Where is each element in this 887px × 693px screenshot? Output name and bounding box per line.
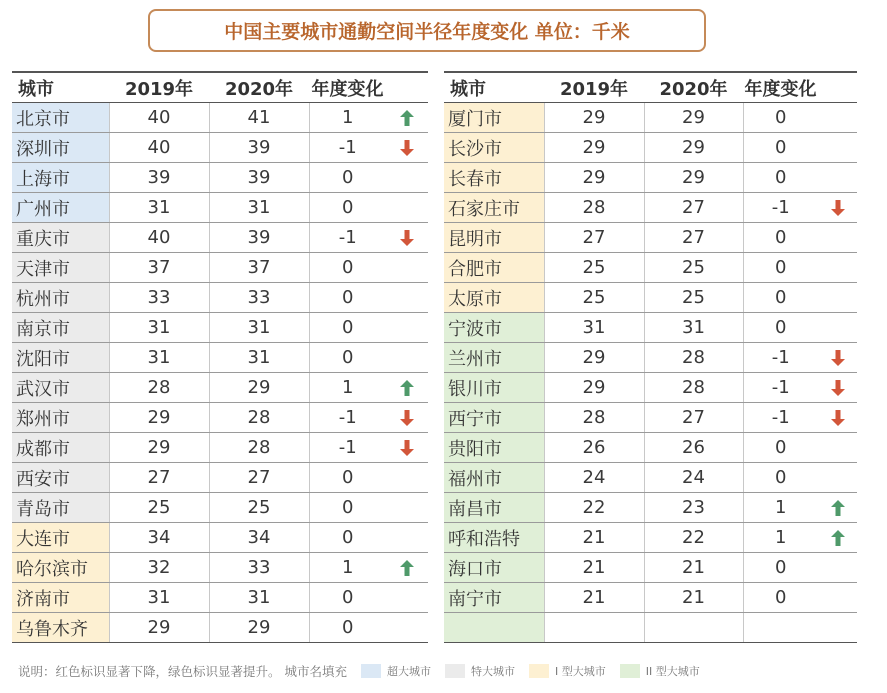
change-cell: 1 bbox=[743, 493, 818, 523]
value-2020-cell: 29 bbox=[209, 373, 309, 403]
value-2020-cell: 21 bbox=[644, 553, 743, 583]
value-2019-cell: 26 bbox=[544, 433, 644, 463]
legend-label: I 型大城市 bbox=[554, 665, 606, 678]
change-cell bbox=[743, 613, 818, 643]
legend-swatch bbox=[620, 664, 640, 678]
change-cell: 0 bbox=[743, 283, 818, 313]
table-right bbox=[444, 71, 857, 643]
value-2020-cell: 29 bbox=[209, 613, 309, 643]
value-2019-cell: 25 bbox=[544, 253, 644, 283]
change-cell: 0 bbox=[743, 313, 818, 343]
value-2020-cell: 28 bbox=[209, 403, 309, 433]
arrow-up-icon bbox=[830, 499, 846, 517]
trend-cell bbox=[818, 463, 857, 493]
legend-swatch bbox=[529, 664, 549, 678]
city-cell: 天津市 bbox=[12, 253, 109, 283]
trend-cell bbox=[386, 463, 428, 493]
change-cell: 0 bbox=[743, 223, 818, 253]
trend-cell bbox=[818, 283, 857, 313]
trend-cell bbox=[818, 373, 857, 403]
value-2019-cell: 29 bbox=[544, 133, 644, 163]
value-2020-cell: 29 bbox=[644, 163, 743, 193]
header-2019: 2019年 bbox=[544, 72, 644, 103]
arrow-up-icon bbox=[399, 559, 415, 577]
legend-swatch bbox=[445, 664, 465, 678]
trend-cell bbox=[386, 133, 428, 163]
change-cell: 0 bbox=[309, 613, 386, 643]
change-cell: 0 bbox=[743, 163, 818, 193]
trend-cell bbox=[818, 583, 857, 613]
trend-cell bbox=[386, 223, 428, 253]
change-cell: 1 bbox=[743, 523, 818, 553]
value-2019-cell: 33 bbox=[109, 283, 209, 313]
header-change: 年度变化 bbox=[309, 72, 386, 103]
value-2019-cell: 27 bbox=[544, 223, 644, 253]
trend-cell bbox=[818, 253, 857, 283]
change-cell: -1 bbox=[743, 193, 818, 223]
city-cell: 武汉市 bbox=[12, 373, 109, 403]
trend-cell bbox=[818, 223, 857, 253]
legend-label: II 型大城市 bbox=[645, 665, 700, 678]
table-row bbox=[12, 613, 428, 643]
value-2019-cell: 39 bbox=[109, 163, 209, 193]
value-2020-cell bbox=[644, 613, 743, 643]
city-cell: 郑州市 bbox=[12, 403, 109, 433]
table-row bbox=[12, 163, 428, 193]
legend-mega bbox=[445, 663, 515, 679]
table-row bbox=[444, 313, 857, 343]
change-cell: 0 bbox=[309, 493, 386, 523]
city-cell: 重庆市 bbox=[12, 223, 109, 253]
table-row bbox=[12, 523, 428, 553]
value-2020-cell: 27 bbox=[644, 403, 743, 433]
value-2019-cell: 29 bbox=[544, 343, 644, 373]
table-row bbox=[444, 553, 857, 583]
header-2020: 2020年 bbox=[644, 72, 743, 103]
change-cell: 1 bbox=[309, 373, 386, 403]
trend-cell bbox=[818, 133, 857, 163]
arrow-down-icon bbox=[399, 439, 415, 457]
value-2019-cell: 21 bbox=[544, 553, 644, 583]
trend-cell bbox=[818, 493, 857, 523]
change-cell: -1 bbox=[309, 433, 386, 463]
change-cell: 0 bbox=[309, 523, 386, 553]
value-2019-cell: 21 bbox=[544, 523, 644, 553]
city-cell: 合肥市 bbox=[444, 253, 544, 283]
legend-label: 特大城市 bbox=[470, 665, 515, 678]
value-2020-cell: 34 bbox=[209, 523, 309, 553]
value-2019-cell: 40 bbox=[109, 103, 209, 133]
arrow-down-icon bbox=[830, 349, 846, 367]
trend-cell bbox=[386, 373, 428, 403]
trend-cell bbox=[818, 613, 857, 643]
city-cell: 银川市 bbox=[444, 373, 544, 403]
city-cell: 太原市 bbox=[444, 283, 544, 313]
city-cell: 济南市 bbox=[12, 583, 109, 613]
value-2020-cell: 39 bbox=[209, 133, 309, 163]
table-row bbox=[12, 103, 428, 133]
city-cell: 北京市 bbox=[12, 103, 109, 133]
city-cell: 杭州市 bbox=[12, 283, 109, 313]
table-row bbox=[444, 283, 857, 313]
trend-cell bbox=[386, 523, 428, 553]
table-row bbox=[444, 373, 857, 403]
change-cell: 0 bbox=[309, 583, 386, 613]
value-2020-cell: 23 bbox=[644, 493, 743, 523]
city-cell: 成都市 bbox=[12, 433, 109, 463]
city-cell: 沈阳市 bbox=[12, 343, 109, 373]
table-row bbox=[444, 103, 857, 133]
value-2019-cell: 21 bbox=[544, 583, 644, 613]
change-cell: -1 bbox=[309, 223, 386, 253]
city-cell bbox=[444, 613, 544, 643]
value-2019-cell: 24 bbox=[544, 463, 644, 493]
change-cell: 0 bbox=[743, 253, 818, 283]
footer bbox=[18, 662, 700, 680]
city-cell: 石家庄市 bbox=[444, 193, 544, 223]
value-2019-cell: 29 bbox=[544, 373, 644, 403]
value-2020-cell: 25 bbox=[209, 493, 309, 523]
trend-cell bbox=[386, 163, 428, 193]
value-2020-cell: 27 bbox=[209, 463, 309, 493]
change-cell: 1 bbox=[309, 103, 386, 133]
value-2019-cell: 29 bbox=[109, 403, 209, 433]
value-2019-cell: 31 bbox=[544, 313, 644, 343]
trend-cell bbox=[386, 433, 428, 463]
value-2019-cell: 31 bbox=[109, 193, 209, 223]
table-row bbox=[444, 523, 857, 553]
city-cell: 青岛市 bbox=[12, 493, 109, 523]
trend-cell bbox=[386, 583, 428, 613]
table-row bbox=[444, 463, 857, 493]
city-cell: 海口市 bbox=[444, 553, 544, 583]
table-row bbox=[444, 163, 857, 193]
value-2020-cell: 33 bbox=[209, 283, 309, 313]
trend-cell bbox=[818, 343, 857, 373]
value-2020-cell: 27 bbox=[644, 193, 743, 223]
trend-cell bbox=[818, 433, 857, 463]
table-row bbox=[444, 583, 857, 613]
value-2019-cell: 29 bbox=[544, 163, 644, 193]
city-cell: 贵阳市 bbox=[444, 433, 544, 463]
value-2019-cell: 34 bbox=[109, 523, 209, 553]
change-cell: -1 bbox=[743, 403, 818, 433]
city-cell: 西安市 bbox=[12, 463, 109, 493]
change-cell: -1 bbox=[743, 373, 818, 403]
city-cell: 南京市 bbox=[12, 313, 109, 343]
city-cell: 哈尔滨市 bbox=[12, 553, 109, 583]
table-row bbox=[12, 343, 428, 373]
trend-cell bbox=[386, 313, 428, 343]
trend-cell bbox=[386, 253, 428, 283]
city-cell: 南宁市 bbox=[444, 583, 544, 613]
arrow-up-icon bbox=[399, 109, 415, 127]
change-cell: 0 bbox=[309, 283, 386, 313]
header-city: 城市 bbox=[12, 72, 109, 103]
trend-cell bbox=[386, 103, 428, 133]
city-cell: 呼和浩特 bbox=[444, 523, 544, 553]
value-2020-cell: 29 bbox=[644, 103, 743, 133]
table-row bbox=[12, 253, 428, 283]
table-row bbox=[12, 373, 428, 403]
value-2020-cell: 25 bbox=[644, 253, 743, 283]
value-2020-cell: 25 bbox=[644, 283, 743, 313]
table-row bbox=[12, 223, 428, 253]
change-cell: 0 bbox=[309, 163, 386, 193]
trend-cell bbox=[386, 193, 428, 223]
table-row bbox=[12, 313, 428, 343]
change-cell: 0 bbox=[743, 553, 818, 583]
trend-cell bbox=[818, 163, 857, 193]
table-row bbox=[444, 253, 857, 283]
city-cell: 乌鲁木齐 bbox=[12, 613, 109, 643]
trend-cell bbox=[386, 613, 428, 643]
trend-cell bbox=[818, 103, 857, 133]
change-cell: 0 bbox=[743, 463, 818, 493]
value-2020-cell: 24 bbox=[644, 463, 743, 493]
city-cell: 深圳市 bbox=[12, 133, 109, 163]
change-cell: 1 bbox=[309, 553, 386, 583]
arrow-down-icon bbox=[399, 139, 415, 157]
trend-cell bbox=[818, 523, 857, 553]
value-2020-cell: 28 bbox=[209, 433, 309, 463]
city-cell: 厦门市 bbox=[444, 103, 544, 133]
change-cell: 0 bbox=[309, 313, 386, 343]
city-cell: 广州市 bbox=[12, 193, 109, 223]
header-2020: 2020年 bbox=[209, 72, 309, 103]
table-row bbox=[12, 583, 428, 613]
arrow-up-icon bbox=[399, 379, 415, 397]
footer-note: 说明：红色标识显著下降，绿色标识显著提升。 城市名填充 bbox=[18, 664, 347, 679]
trend-cell bbox=[818, 313, 857, 343]
table-row bbox=[12, 283, 428, 313]
table-row bbox=[12, 463, 428, 493]
value-2019-cell: 29 bbox=[544, 103, 644, 133]
arrow-down-icon bbox=[830, 199, 846, 217]
legend-super bbox=[361, 663, 431, 679]
legend-type2 bbox=[620, 663, 700, 679]
value-2020-cell: 28 bbox=[644, 373, 743, 403]
trend-cell bbox=[818, 403, 857, 433]
table-row bbox=[12, 403, 428, 433]
value-2019-cell: 32 bbox=[109, 553, 209, 583]
trend-cell bbox=[818, 193, 857, 223]
change-cell: -1 bbox=[743, 343, 818, 373]
city-cell: 昆明市 bbox=[444, 223, 544, 253]
table-row bbox=[12, 493, 428, 523]
table-row bbox=[444, 493, 857, 523]
value-2019-cell: 31 bbox=[109, 313, 209, 343]
legend-swatch bbox=[361, 664, 381, 678]
value-2020-cell: 33 bbox=[209, 553, 309, 583]
trend-cell bbox=[386, 553, 428, 583]
city-cell: 福州市 bbox=[444, 463, 544, 493]
value-2020-cell: 31 bbox=[209, 583, 309, 613]
value-2019-cell: 22 bbox=[544, 493, 644, 523]
city-cell: 宁波市 bbox=[444, 313, 544, 343]
value-2020-cell: 21 bbox=[644, 583, 743, 613]
value-2019-cell: 28 bbox=[544, 403, 644, 433]
value-2019-cell: 27 bbox=[109, 463, 209, 493]
change-cell: 0 bbox=[309, 343, 386, 373]
arrow-down-icon bbox=[399, 409, 415, 427]
value-2020-cell: 28 bbox=[644, 343, 743, 373]
arrow-down-icon bbox=[830, 409, 846, 427]
change-cell: -1 bbox=[309, 403, 386, 433]
value-2020-cell: 41 bbox=[209, 103, 309, 133]
table-row bbox=[444, 403, 857, 433]
value-2020-cell: 31 bbox=[644, 313, 743, 343]
value-2020-cell: 31 bbox=[209, 193, 309, 223]
table-row bbox=[12, 553, 428, 583]
legend-label: 超大城市 bbox=[386, 665, 431, 678]
table-row bbox=[444, 133, 857, 163]
value-2020-cell: 31 bbox=[209, 313, 309, 343]
value-2019-cell: 37 bbox=[109, 253, 209, 283]
header-city: 城市 bbox=[444, 72, 544, 103]
change-cell: -1 bbox=[309, 133, 386, 163]
value-2020-cell: 39 bbox=[209, 223, 309, 253]
table-row bbox=[444, 613, 857, 643]
value-2019-cell: 25 bbox=[109, 493, 209, 523]
city-cell: 上海市 bbox=[12, 163, 109, 193]
table-left bbox=[12, 71, 428, 643]
value-2019-cell bbox=[544, 613, 644, 643]
change-cell: 0 bbox=[743, 433, 818, 463]
change-cell: 0 bbox=[309, 193, 386, 223]
value-2019-cell: 28 bbox=[544, 193, 644, 223]
table-row bbox=[12, 133, 428, 163]
value-2020-cell: 27 bbox=[644, 223, 743, 253]
arrow-down-icon bbox=[830, 379, 846, 397]
value-2020-cell: 29 bbox=[644, 133, 743, 163]
table-row bbox=[12, 433, 428, 463]
trend-cell bbox=[386, 343, 428, 373]
city-cell: 大连市 bbox=[12, 523, 109, 553]
table-row bbox=[444, 433, 857, 463]
change-cell: 0 bbox=[743, 103, 818, 133]
city-cell: 西宁市 bbox=[444, 403, 544, 433]
change-cell: 0 bbox=[309, 463, 386, 493]
trend-cell bbox=[818, 553, 857, 583]
value-2020-cell: 26 bbox=[644, 433, 743, 463]
change-cell: 0 bbox=[309, 253, 386, 283]
value-2020-cell: 31 bbox=[209, 343, 309, 373]
city-cell: 长春市 bbox=[444, 163, 544, 193]
legend-type1 bbox=[529, 663, 606, 679]
value-2020-cell: 39 bbox=[209, 163, 309, 193]
value-2019-cell: 40 bbox=[109, 133, 209, 163]
trend-cell bbox=[386, 283, 428, 313]
value-2020-cell: 22 bbox=[644, 523, 743, 553]
value-2019-cell: 31 bbox=[109, 583, 209, 613]
table-row bbox=[444, 223, 857, 253]
header-change: 年度变化 bbox=[743, 72, 818, 103]
header-2019: 2019年 bbox=[109, 72, 209, 103]
value-2019-cell: 29 bbox=[109, 433, 209, 463]
table-row bbox=[444, 343, 857, 373]
trend-cell bbox=[386, 403, 428, 433]
value-2019-cell: 29 bbox=[109, 613, 209, 643]
table-row bbox=[12, 193, 428, 223]
change-cell: 0 bbox=[743, 583, 818, 613]
arrow-down-icon bbox=[399, 229, 415, 247]
city-cell: 南昌市 bbox=[444, 493, 544, 523]
value-2019-cell: 40 bbox=[109, 223, 209, 253]
arrow-up-icon bbox=[830, 529, 846, 547]
value-2019-cell: 25 bbox=[544, 283, 644, 313]
city-cell: 长沙市 bbox=[444, 133, 544, 163]
chart-title: 中国主要城市通勤空间半径年度变化 单位：千米 bbox=[148, 9, 706, 52]
value-2019-cell: 31 bbox=[109, 343, 209, 373]
value-2020-cell: 37 bbox=[209, 253, 309, 283]
city-cell: 兰州市 bbox=[444, 343, 544, 373]
value-2019-cell: 28 bbox=[109, 373, 209, 403]
trend-cell bbox=[386, 493, 428, 523]
change-cell: 0 bbox=[743, 133, 818, 163]
table-row bbox=[444, 193, 857, 223]
